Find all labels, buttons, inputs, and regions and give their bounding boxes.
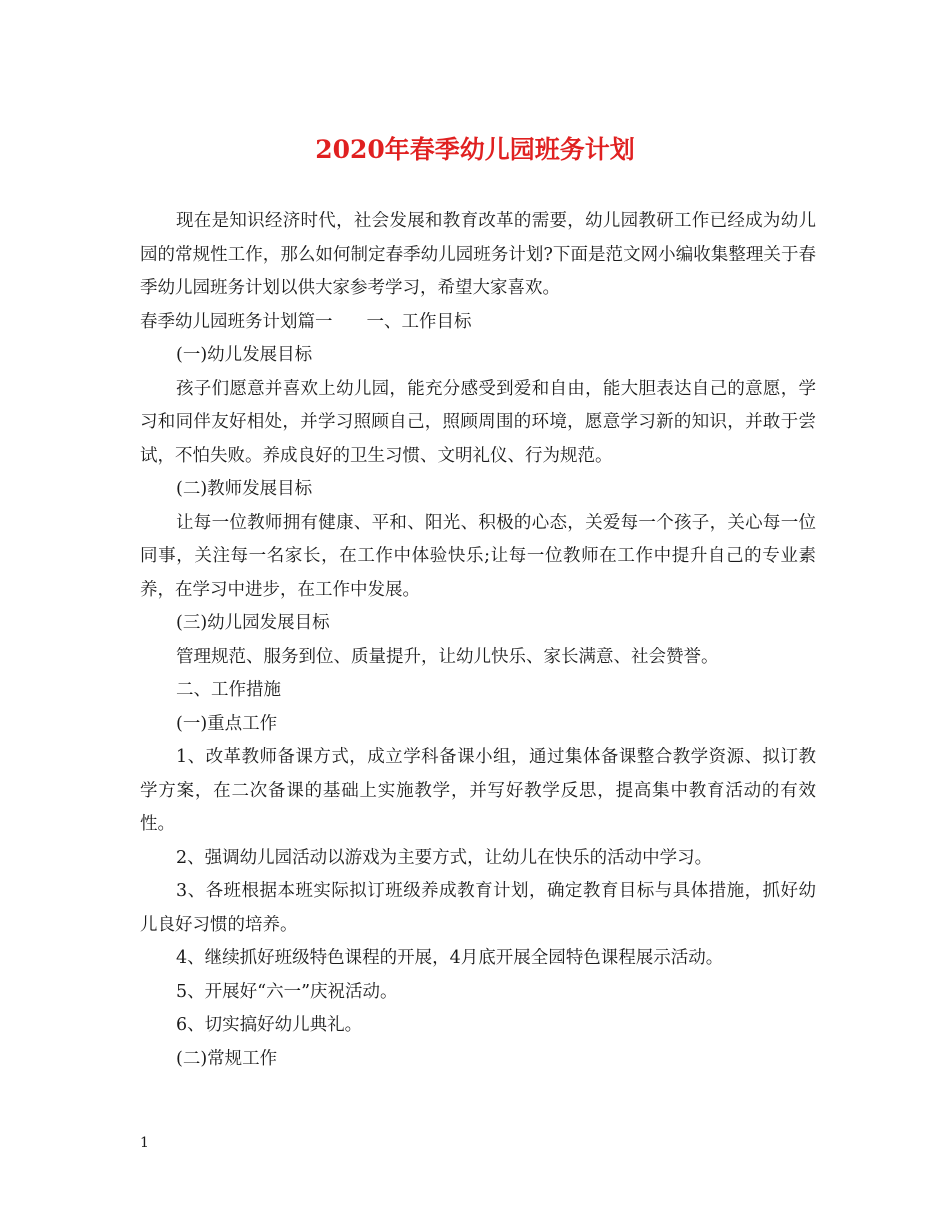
list-item-2: 2、强调幼儿园活动以游戏为主要方式，让幼儿在快乐的活动中学习。 [176, 847, 713, 868]
paragraph-teacher-goals: 让每一位教师拥有健康、平和、阳光、积极的心态，关爱每一个孩子，关心每一位同事，关注每一名家长，在工作中体验快乐;让每一位教师在工作中提升自己的专业素养，在学习中进步，在工作中发展。 [140, 512, 816, 600]
list-item-4: 4、继续抓好班级特色课程的开展，4月底开展全园特色课程展示活动。 [176, 948, 724, 968]
document-body [140, 205, 816, 1076]
paragraph-kindergarten-goals: 管理规范、服务到位、质量提升，让幼儿快乐、家长满意、社会赞誉。 [176, 646, 719, 667]
intro-paragraph: 现在是知识经济时代，社会发展和教育改革的需要，幼儿园教研工作已经成为幼儿园的常规性工作，那么如何制定春季幼儿园班务计划?下面是范文网小编收集整理关于春季幼儿园班务计划以供大家参考学习，希望大家喜欢。 [140, 211, 816, 298]
heading-child-goals: (一)幼儿发展目标 [176, 345, 313, 365]
heading-measures: 二、工作措施 [176, 680, 281, 700]
section-label: 春季幼儿园班务计划篇一 [140, 311, 333, 332]
paragraph-child-goals: 孩子们愿意并喜欢上幼儿园，能充分感受到爱和自由，能大胆表达自己的意愿，学习和同伴友好相处，并学习照顾自己，照顾周围的环境，愿意学习新的知识，并敢于尝试，不怕失败。养成良好的卫生习惯、文明礼仪、行为规范。 [140, 378, 816, 466]
section-line [140, 306, 816, 340]
heading-key-work: (一)重点工作 [176, 713, 278, 734]
heading-teacher-goals: (二)教师发展目标 [176, 479, 313, 499]
heading-kindergarten-goals: (三)幼儿园发展目标 [176, 613, 330, 633]
list-item-6: 6、切实搞好幼儿典礼。 [176, 1015, 363, 1035]
heading-routine-work: (二)常规工作 [176, 1048, 278, 1069]
page-number: 1 [140, 1135, 149, 1151]
document-title: 2020年春季幼儿园班务计划 [315, 135, 635, 164]
list-item-3: 3、各班根据本班实际拟订班级养成教育计划，确定教育目标与具体措施，抓好幼儿良好习惯的培养。 [140, 881, 816, 935]
section-heading: 一、工作目标 [366, 311, 472, 332]
list-item-1: 1、改革教师备课方式，成立学科备课小组，通过集体备课整合教学资源、拟订教学方案，在二次备课的基础上实施教学，并写好教学反思，提高集中教育活动的有效性。 [140, 747, 816, 834]
list-item-5: 5、开展好“六一”庆祝活动。 [176, 981, 398, 1002]
